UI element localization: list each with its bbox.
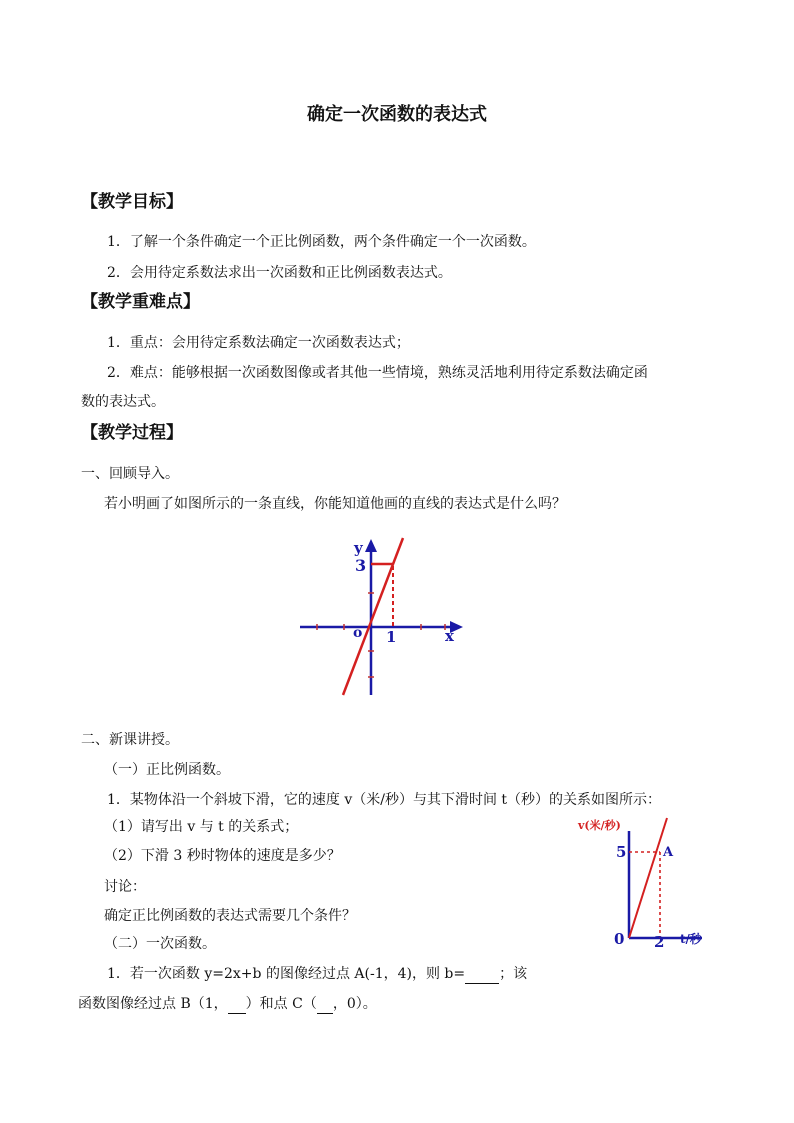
- key-item-2: 2．难点：能够根据一次函数图像或者其他一些情境，熟练灵活地利用待定系数法确定函: [107, 365, 648, 381]
- figure2-x-label: t/秒: [680, 932, 702, 946]
- figure1-ticks: [317, 593, 445, 677]
- figure1-x-label: x: [445, 627, 454, 645]
- part2-q2-line2: [78, 995, 377, 1014]
- part2-q1: 1．某物体沿一个斜坡下滑，它的速度 v（米/秒）与其下滑时间 t（秒）的关系如图所示：: [107, 792, 662, 808]
- document-title: 确定一次函数的表达式: [307, 104, 487, 125]
- q2-line2-text-a: 函数图像经过点 B（1，: [78, 996, 228, 1012]
- answer-blank-c-x[interactable]: [317, 995, 333, 1014]
- figure2-origin-label: 0: [614, 930, 625, 948]
- figure2-function-line: [629, 818, 667, 938]
- figure1-y-label: y: [354, 539, 363, 557]
- figure2-point-label: A: [663, 845, 674, 860]
- part2-q2-line1: [107, 965, 527, 984]
- discussion-label: 讨论：: [104, 879, 146, 895]
- figure1-origin-label: o: [353, 625, 363, 641]
- part2-q1a: （1）请写出 v 与 t 的关系式；: [104, 819, 299, 835]
- section-teaching-process: 【教学过程】: [81, 423, 183, 443]
- q2-line2-text-c: ，0）。: [332, 996, 377, 1012]
- discussion-question: 确定正比例函数的表达式需要几个条件？: [104, 908, 356, 924]
- figure1-tick-y-label: 3: [355, 556, 367, 575]
- part1-question: 若小明画了如图所示的一条直线，你能知道他画的直线的表达式是什么吗？: [104, 496, 566, 512]
- q2-line1-text-b: ；该: [499, 966, 528, 982]
- goal-item-2: 2．会用待定系数法求出一次函数和正比例函数表达式。: [107, 265, 452, 281]
- q2-line1-text-a: 1．若一次函数 y=2x+b 的图像经过点 A(-1，4)，则 b=: [107, 966, 466, 982]
- part1-heading: 一、回顾导入。: [81, 466, 179, 482]
- part2-sub2: （二）一次函数。: [104, 936, 216, 952]
- part2-sub1: （一）正比例函数。: [104, 762, 230, 778]
- q2-line2-text-b: ）和点 C（: [245, 996, 317, 1012]
- figure2-y-label: v(米/秒): [578, 819, 621, 832]
- figure2-tick-y-label: 5: [616, 843, 627, 861]
- key-item-1: 1．重点：会用待定系数法确定一次函数表达式；: [107, 335, 410, 351]
- figure2-tick-x-label: 2: [654, 933, 665, 950]
- figure-velocity-graph: [576, 814, 722, 950]
- answer-blank-b-y[interactable]: [228, 995, 246, 1014]
- part2-heading: 二、新课讲授。: [81, 732, 179, 748]
- part2-q1b: （2）下滑 3 秒时物体的速度是多少？: [104, 848, 341, 864]
- figure1-axes: [300, 539, 463, 695]
- section-teaching-goals: 【教学目标】: [81, 192, 183, 212]
- figure1-tick-x-label: 1: [386, 628, 397, 646]
- figure-line-graph: [295, 535, 470, 700]
- goal-item-1: 1．了解一个条件确定一个正比例函数，两个条件确定一个一次函数。: [107, 234, 536, 250]
- answer-blank-b[interactable]: [465, 965, 499, 984]
- section-key-points: 【教学重难点】: [81, 292, 200, 312]
- key-item-2-continued: 数的表达式。: [81, 394, 165, 410]
- figure1-y-arrow-icon: [365, 539, 377, 552]
